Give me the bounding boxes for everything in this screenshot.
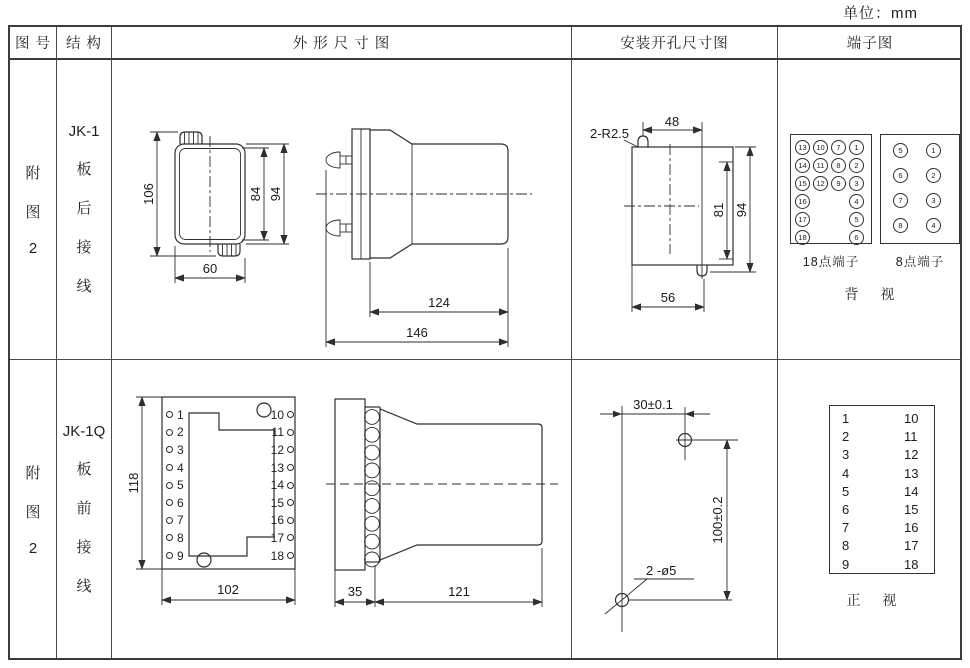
- dim-102: 102: [217, 582, 239, 597]
- terminal-circle: 1: [926, 143, 941, 158]
- row1-figure-no-cell: [10, 60, 57, 360]
- dim-84: 84: [248, 186, 263, 202]
- figure-no-char: 图: [25, 204, 41, 221]
- header-outline-dims: 外 形 尺 寸 图: [112, 27, 572, 60]
- terminal-number: 6: [166, 494, 184, 512]
- row2-mounting-cell: [572, 360, 778, 658]
- slot-radius-label: 2-R2.5: [590, 126, 630, 141]
- terminal-circle: 5: [849, 212, 864, 227]
- dim-124: 124: [428, 295, 450, 310]
- structure-label: [57, 60, 111, 359]
- terminal-number: 2: [166, 424, 184, 442]
- row1-terminal-cell: [778, 60, 962, 360]
- terminal-stud-bottom: [326, 220, 352, 236]
- mount-hole-bottom: [197, 553, 211, 567]
- front-terminals-left: [166, 406, 184, 564]
- row1-mounting-cell: [572, 60, 778, 360]
- terminal-number: 6: [842, 501, 850, 517]
- dim-56: 56: [660, 290, 676, 305]
- figure-no-label: [10, 60, 56, 359]
- terminal-box-8pt: [880, 134, 960, 244]
- dim-81: 81: [711, 202, 726, 218]
- row1-outline-cell: [112, 60, 572, 360]
- figure-no-char: 2: [28, 539, 38, 557]
- leader-line: [605, 579, 647, 614]
- terminal-circle: 1: [849, 140, 864, 155]
- jk1-mounting-drawing: [572, 60, 778, 360]
- terminal-circle: 12: [813, 176, 828, 191]
- terminal-circle: 15: [795, 176, 810, 191]
- terminal-circle: 8: [893, 218, 908, 233]
- terminal-number: 4: [842, 465, 850, 481]
- terminal-number: 12: [904, 447, 919, 463]
- terminal-number: 3: [166, 441, 184, 459]
- structure-char: JK-1Q: [62, 422, 106, 440]
- structure-label: [57, 360, 111, 658]
- mount-tab-bottom: [218, 244, 240, 256]
- front-terminals-right: [268, 406, 294, 564]
- view-label-rear: 背 视: [844, 286, 904, 302]
- structure-char: JK-1: [68, 123, 100, 140]
- mount-tab-top: [180, 132, 202, 144]
- terminal-circle: 3: [849, 176, 864, 191]
- terminal-circle: 16: [795, 194, 810, 209]
- terminal-number: 15: [904, 501, 919, 517]
- terminal-list-left: [842, 412, 849, 576]
- header-terminal-diagram: 端子图: [778, 27, 962, 60]
- header-structure: 结 构: [57, 27, 112, 60]
- terminal-number: 15: [268, 494, 294, 512]
- structure-char: 接: [76, 538, 92, 556]
- terminal-circle: 11: [813, 158, 828, 173]
- terminal-number: 13: [904, 465, 919, 481]
- terminal-circle: 10: [813, 140, 828, 155]
- header-mounting-dims: 安装开孔尺寸图: [572, 27, 778, 60]
- terminal-number: 16: [904, 520, 919, 536]
- terminal-number: 11: [268, 424, 294, 442]
- tab-hatch-top: [185, 132, 199, 144]
- row2-structure-cell: [57, 360, 112, 658]
- terminal-number: 10: [268, 406, 294, 424]
- unit-label: 单位：mm: [843, 5, 918, 22]
- terminal-number: 3: [842, 447, 850, 463]
- dim-60: 60: [202, 261, 218, 276]
- dim-30: 30±0.1: [633, 397, 673, 412]
- jk1-outline-drawing: [112, 60, 572, 360]
- figure-no-char: 2: [28, 240, 38, 257]
- inner-step-outline: [189, 413, 274, 556]
- terminal-circle: 9: [831, 176, 846, 191]
- terminal-number: 14: [904, 483, 919, 499]
- terminal-circle: 6: [893, 168, 908, 183]
- terminal-number: 7: [842, 520, 850, 536]
- terminal-circle: 3: [926, 193, 941, 208]
- structure-char: 线: [76, 278, 92, 295]
- terminal-number: 8: [166, 529, 184, 547]
- structure-char: 板: [76, 161, 92, 178]
- dim-146: 146: [406, 325, 428, 340]
- terminal-stud-top: [326, 152, 352, 168]
- tab-hatch-bottom: [223, 244, 237, 256]
- terminal-circle: 2: [849, 158, 864, 173]
- terminal-number: 9: [842, 556, 850, 572]
- terminal-number: 1: [166, 406, 184, 424]
- terminal-circle: 6: [849, 230, 864, 245]
- terminal-bumps: [365, 410, 380, 567]
- terminal-circle: 4: [849, 194, 864, 209]
- dim-118: 118: [126, 472, 141, 494]
- row2-outline-cell: [112, 360, 572, 658]
- dim-100: 100±0.2: [710, 496, 725, 544]
- terminal-number: 5: [166, 476, 184, 494]
- terminal-number: 4: [166, 459, 184, 477]
- terminal-number: 17: [268, 529, 294, 547]
- label-8pt: 8点端子: [895, 255, 945, 269]
- terminal-number: 10: [904, 411, 919, 426]
- relay-body-side: [380, 409, 542, 560]
- terminal-number: 7: [166, 512, 184, 530]
- terminal-circle: 18: [795, 230, 810, 245]
- terminal-circle: 17: [795, 212, 810, 227]
- terminal-circle: 7: [893, 193, 908, 208]
- terminal-number: 18: [268, 547, 294, 565]
- row1-structure-cell: [57, 60, 112, 360]
- terminal-number: 14: [268, 476, 294, 494]
- terminal-circle: 4: [926, 218, 941, 233]
- front-panel: [335, 399, 365, 570]
- label-18pt: 18点端子: [802, 255, 860, 269]
- terminal-circle: 7: [831, 140, 846, 155]
- figure-no-char: 附: [25, 464, 41, 482]
- terminal-number: 16: [268, 512, 294, 530]
- terminal-box-18pt: [790, 134, 872, 244]
- terminal-number: 17: [904, 538, 919, 554]
- structure-char: 接: [76, 239, 92, 256]
- terminal-circle: 8: [831, 158, 846, 173]
- terminal-circle: 5: [893, 143, 908, 158]
- terminal-number: 2: [842, 429, 850, 445]
- structure-char: 板: [76, 460, 92, 478]
- terminal-circle: 14: [795, 158, 810, 173]
- jk1q-mounting-drawing: [572, 360, 778, 658]
- terminal-number: 13: [268, 459, 294, 477]
- row2-figure-no-cell: [10, 360, 57, 658]
- structure-char: 线: [76, 577, 92, 595]
- terminal-list-right: [904, 412, 918, 576]
- terminal-circle: 2: [926, 168, 941, 183]
- figure-no-char: 图: [25, 503, 41, 521]
- dim-94: 94: [268, 186, 283, 202]
- terminal-number: 1: [842, 411, 850, 426]
- terminal-number: 12: [268, 441, 294, 459]
- terminal-number: 8: [842, 538, 850, 554]
- view-label-front: 正 视: [846, 592, 906, 608]
- dim-35: 35: [347, 584, 363, 599]
- dim-48: 48: [664, 114, 680, 129]
- header-figure-no: 图 号: [10, 27, 57, 60]
- structure-char: 前: [76, 499, 92, 517]
- structure-char: 后: [76, 200, 92, 217]
- hole-spec-label: 2 -ø5: [646, 563, 677, 578]
- figure-no-char: 附: [25, 165, 41, 182]
- dim-106: 106: [141, 183, 156, 205]
- spec-table: [8, 25, 962, 660]
- terminal-number: 9: [166, 547, 184, 565]
- row2-terminal-cell: [778, 360, 962, 658]
- dim-94: 94: [734, 202, 749, 218]
- terminal-circle: 13: [795, 140, 810, 155]
- slot-top: [638, 136, 648, 147]
- dim-121: 121: [448, 584, 470, 599]
- terminal-number: 11: [904, 429, 918, 445]
- terminal-number: 5: [842, 483, 850, 499]
- terminal-number: 18: [904, 556, 919, 572]
- figure-no-label: [10, 360, 56, 658]
